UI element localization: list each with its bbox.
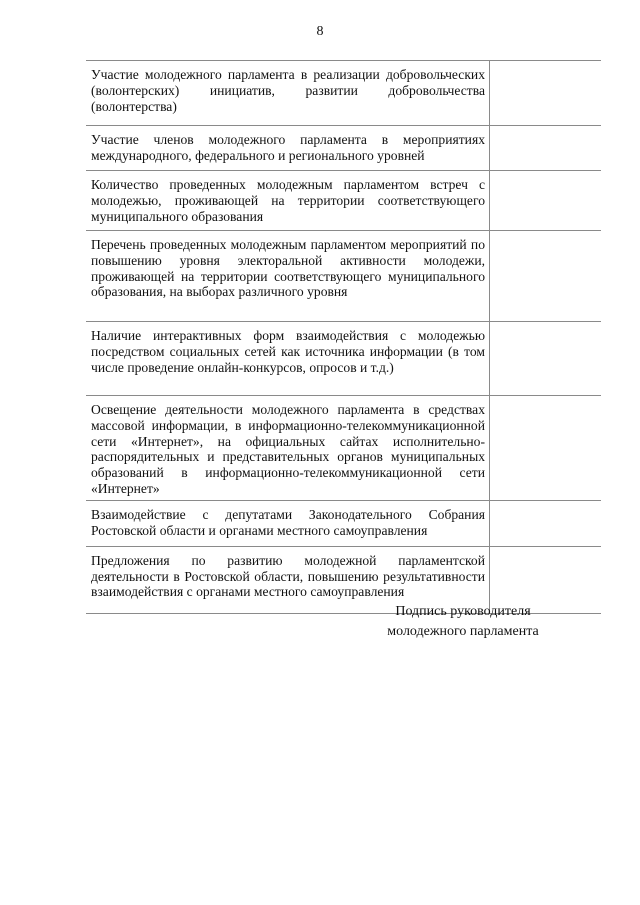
indicator-cell <box>86 126 490 171</box>
table-row <box>86 231 601 322</box>
value-cell <box>490 322 602 396</box>
indicator-cell <box>86 500 490 546</box>
indicator-text: Участие членов молодежного парламента в мероприятиях международного, федерального и регионального уровней <box>91 132 485 163</box>
indicator-cell <box>86 322 490 396</box>
table-row <box>86 61 601 126</box>
indicator-cell <box>86 396 490 501</box>
indicator-text: Участие молодежного парламента в реализации добровольческих (волонтерских) инициатив, развитии добровольчества (волонтерства) <box>91 67 485 114</box>
value-cell <box>490 500 602 546</box>
table-row <box>86 126 601 171</box>
indicator-text: Наличие интерактивных форм взаимодействия с молодежью посредством социальных сетей как источника информации (в том числе проведение онлайн-конкурсов, опросов и т.д.) <box>91 328 485 375</box>
signature-line-2: молодежного парламента <box>387 624 539 639</box>
indicator-text: Предложения по развитию молодежной парламентской деятельности в Ростовской области, повышению результативности взаимодействия с органами местного самоуправления <box>91 552 485 600</box>
value-cell <box>490 231 602 322</box>
table-row <box>86 171 601 231</box>
report-table-body <box>86 61 601 614</box>
signature-line-1: Подпись руководителя <box>395 604 531 619</box>
indicator-cell <box>86 231 490 322</box>
table-row <box>86 500 601 546</box>
indicator-text: Освещение деятельности молодежного парламента в средствах массовой информации, в информационно-телекоммуникационной сети «Интернет», на официальных сайтах исполнительно-распорядительных и представительных органов муниципальных образований в информационно-телекоммуникационной сети «Интернет» <box>91 402 485 496</box>
value-cell <box>490 61 602 126</box>
indicator-text: Количество проведенных молодежным парламентом встреч с молодежью, проживающей на территории соответствующего муниципального образования <box>91 177 485 224</box>
page-number: 8 <box>316 24 324 39</box>
signature-block <box>373 602 553 642</box>
indicator-text: Перечень проведенных молодежным парламентом мероприятий по повышению уровня электоральной активности молодежи, проживающей на территории соответствующего муниципального образования, на выборах различного уровня <box>91 237 485 300</box>
value-cell <box>490 171 602 231</box>
report-table <box>86 60 601 614</box>
value-cell <box>490 396 602 501</box>
table-row <box>86 396 601 501</box>
indicator-cell <box>86 171 490 231</box>
table-row <box>86 322 601 396</box>
value-cell <box>490 126 602 171</box>
indicator-cell <box>86 61 490 126</box>
indicator-text: Взаимодействие с депутатами Законодательного Собрания Ростовской области и органами местного самоуправления <box>91 506 485 538</box>
